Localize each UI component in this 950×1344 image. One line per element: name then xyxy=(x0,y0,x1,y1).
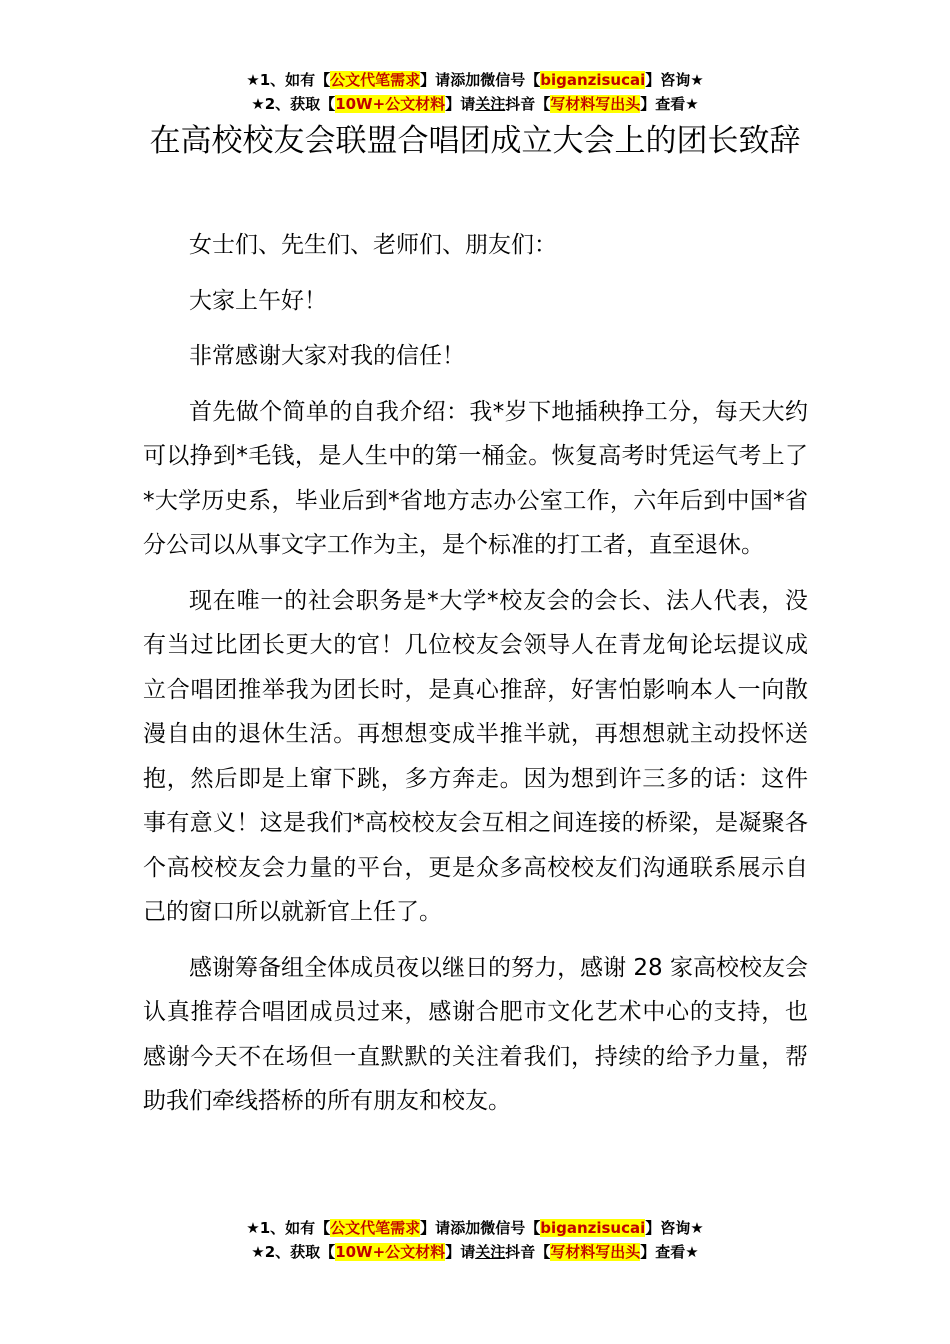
promo-line-1 xyxy=(0,1216,950,1240)
promo-line-1 xyxy=(0,68,950,92)
promo-text: 】咨询★ xyxy=(645,71,704,89)
promo-highlight: 公文代笔需求 xyxy=(330,1219,421,1237)
document-body xyxy=(143,223,808,1135)
document-title: 在高校校友会联盟合唱团成立大会上的团长致辞 xyxy=(149,123,801,159)
promo-text: 微信号【 xyxy=(480,1219,541,1237)
promo-highlight-douyin: 写材料写出头 xyxy=(550,95,641,113)
promo-text: ★2、获取【 xyxy=(251,95,336,113)
promo-text: 抖音【 xyxy=(505,95,551,113)
promo-text: 】请 xyxy=(445,1243,476,1261)
promo-text: 】请 xyxy=(420,1219,451,1237)
promo-text: 抖音【 xyxy=(505,1243,551,1261)
promo-text: 】咨询★ xyxy=(645,1219,704,1237)
promo-highlight-douyin: 写材料写出头 xyxy=(550,1243,641,1261)
promo-line-2 xyxy=(0,1240,950,1264)
promo-text: ★2、获取【 xyxy=(251,1243,336,1261)
promo-highlight: 10W+公文材料 xyxy=(335,95,446,113)
promo-highlight-wechat: biganzisucai xyxy=(540,71,646,89)
promo-text-emphasis: 添加 xyxy=(450,1219,481,1237)
salutation-paragraph: 大家上午好！ xyxy=(189,287,327,314)
promo-text: 】请 xyxy=(445,95,476,113)
promo-line-2 xyxy=(0,92,950,116)
acknowledgement-paragraph: 感谢筹备组全体成员夜以继日的努力，感谢 28 家高校校友会认真推荐合唱团成员过来，感谢合肥市文化艺术中心的支持，也感谢今天不在场但一直默默的关注着我们，持续的给予力量，帮助我们牵线搭桥的所有朋友和校友。 xyxy=(143,954,808,1114)
promo-footer xyxy=(0,1216,950,1264)
greeting-paragraph: 女士们、先生们、老师们、朋友们： xyxy=(189,232,557,258)
promo-text: ★1、如有【 xyxy=(246,71,331,89)
current-role-paragraph: 现在唯一的社会职务是*大学*校友会的会长、法人代表，没有当过比团长更大的官！几位校友会领导人在青龙甸论坛提议成立合唱团推举我为团长时，是真心推辞，好害怕影响本人一向散漫自由的退休生活。再想想变成半推半就，再想想就主动投怀送抱，然后即是上窜下跳，多方奔走。因为想到许三多的话：这件事有意义！这是我们*高校校友会互相之间连接的桥梁，是凝聚各个高校校友会力量的平台，更是众多高校校友们沟通联系展示自己的窗口所以就新官上任了。 xyxy=(143,587,808,925)
thanks-paragraph: 非常感谢大家对我的信任！ xyxy=(189,343,465,369)
self-introduction-paragraph: 首先做个简单的自我介绍：我*岁下地插秧挣工分，每天大约可以挣到*毛钱，是人生中的第一桶金。恢复高考时凭运气考上了*大学历史系，毕业后到*省地方志办公室工作，六年后到中国*省分公司以从事文字工作为主，是个标准的打工者，直至退休。 xyxy=(143,398,808,558)
promo-text-underlined: 关注 xyxy=(475,95,506,113)
promo-header xyxy=(0,68,950,116)
promo-highlight: 公文代笔需求 xyxy=(330,71,421,89)
promo-text: 】请 xyxy=(420,71,451,89)
promo-text-emphasis: 添加 xyxy=(450,71,481,89)
promo-text: ★1、如有【 xyxy=(246,1219,331,1237)
promo-highlight-wechat: biganzisucai xyxy=(540,1219,646,1237)
promo-text: 】查看★ xyxy=(640,1243,699,1261)
promo-text: 】查看★ xyxy=(640,95,699,113)
promo-text-underlined: 关注 xyxy=(475,1243,506,1261)
promo-highlight: 10W+公文材料 xyxy=(335,1243,446,1261)
promo-text: 微信号【 xyxy=(480,71,541,89)
